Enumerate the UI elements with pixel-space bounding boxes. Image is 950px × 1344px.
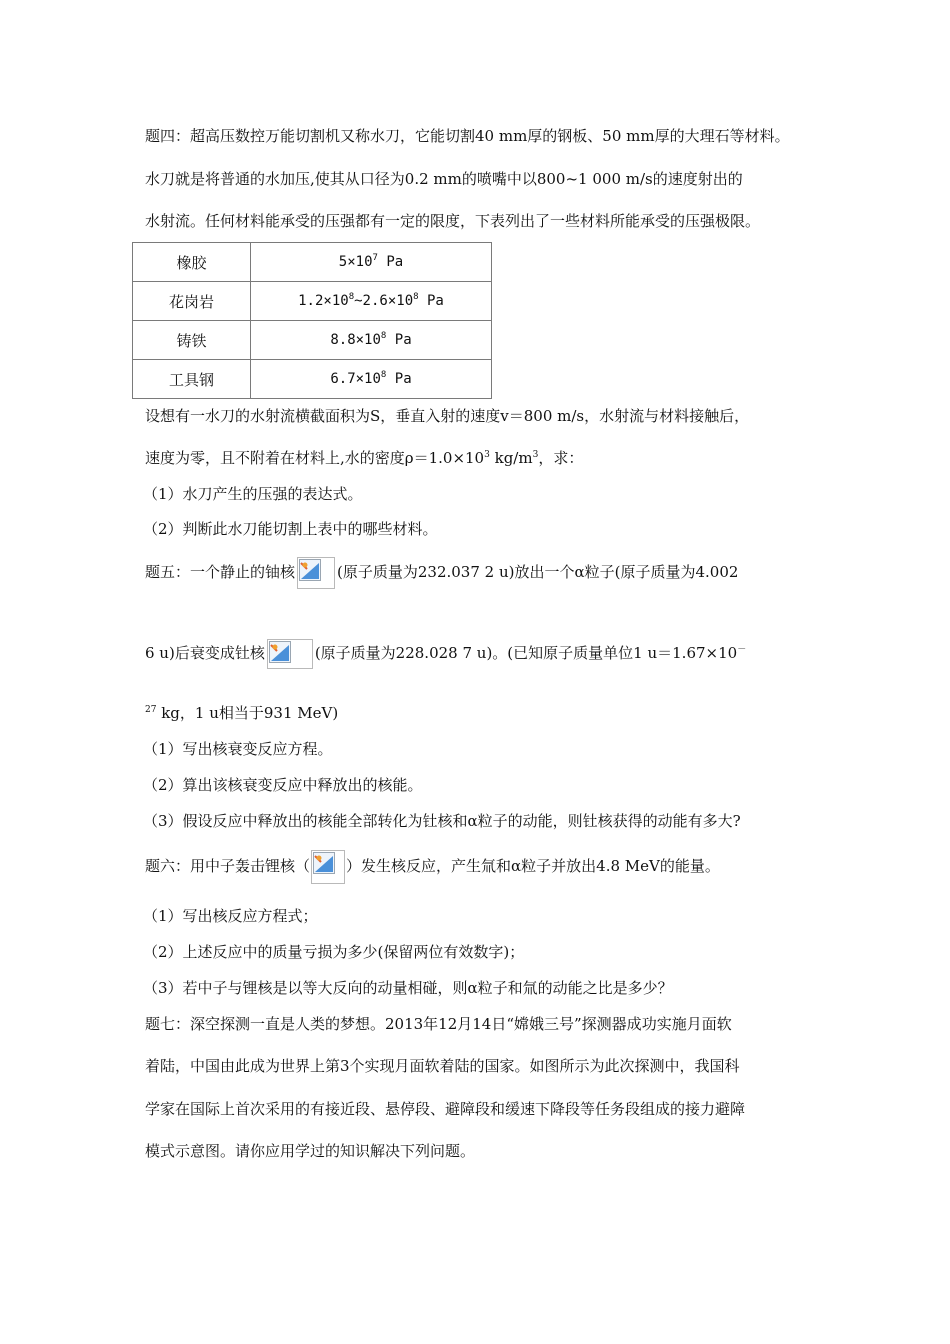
- material-cell: 橡胶: [133, 243, 251, 282]
- thorium-nucleus-image-icon: [267, 639, 313, 669]
- lithium-nucleus-image-icon: [311, 850, 345, 884]
- material-cell: 花岗岩: [133, 282, 251, 321]
- table-row: [133, 243, 492, 282]
- q6-text-line-1: 题六：用中子轰击锂核（ ）发生核反应，产生氚和α粒子并放出4.8 MeV的能量。: [145, 850, 720, 884]
- q6-question-3: （3）若中子与锂核是以等大反向的动量相碰，则α粒子和氚的动能之比是多少？: [143, 979, 673, 997]
- q4-question-2: （2）判断此水刀能切割上表中的哪些材料。: [143, 520, 438, 538]
- q6-question-2: （2）上述反应中的质量亏损为多少(保留两位有效数字)；: [143, 943, 525, 961]
- q4-text-line-5: 速度为零，且不附着在材料上,水的密度$\rho=1.0\times 10^3$ $kg/m^3$，求：: [145, 449, 584, 467]
- uranium-nucleus-image-icon: [297, 557, 335, 589]
- q7-text-line-1: 题七：深空探测一直是人类的梦想。2013年12月14日“嫦娥三号”探测器成功实施月面软: [145, 1015, 732, 1033]
- pressure-limit-table: [132, 242, 492, 399]
- q4-text-line-3: 水射流。任何材料能承受的压强都有一定的限度，下表列出了一些材料所能承受的压强极限。: [145, 212, 761, 230]
- q5-question-3: （3）假设反应中释放出的核能全部转化为钍核和α粒子的动能，则钍核获得的动能有多大?: [143, 812, 741, 830]
- q6-question-1: （1）写出核反应方程式；: [143, 907, 318, 925]
- material-cell: 工具钢: [133, 360, 251, 399]
- q5-text-line-3: $^{27}$ kg，1 u相当于931 MeV): [145, 704, 339, 722]
- table-row: [133, 321, 492, 360]
- pressure-cell: $8.8\times 10^8$ Pa: [251, 321, 492, 360]
- q7-text-line-3: 学家在国际上首次采用的有接近段、悬停段、避障段和缓速下降段等任务段组成的接力避障: [145, 1100, 746, 1118]
- q7-text-line-4: 模式示意图。请你应用学过的知识解决下列问题。: [145, 1142, 476, 1160]
- material-cell: 铸铁: [133, 321, 251, 360]
- q7-text-line-2: 着陆，中国由此成为世界上第3个实现月面软着陆的国家。如图所示为此次探测中，我国科: [145, 1057, 740, 1075]
- q5-question-1: （1）写出核衰变反应方程。: [143, 740, 333, 758]
- q4-text-line-4: 设想有一水刀的水射流横截面积为S，垂直入射的速度v＝800 m/s，水射流与材料接触后，: [145, 407, 750, 425]
- q4-question-1: （1）水刀产生的压强的表达式。: [143, 485, 363, 503]
- pressure-cell: $1.2\times 10^8\sim 2.6\times 10^8$ Pa: [251, 282, 492, 321]
- pressure-cell: $5\times 10^7$ Pa: [251, 243, 492, 282]
- q4-text-line-2: 水刀就是将普通的水加压,使其从口径为0.2 mm的喷嘴中以800~1 000 m/s的速度射出的: [145, 170, 743, 188]
- q5-question-2: （2）算出该核衰变反应中释放出的核能。: [143, 776, 423, 794]
- q4-text-line-1: 题四：超高压数控万能切割机又称水刀，它能切割40 mm厚的钢板、50 mm厚的大理石等材料。: [145, 127, 790, 145]
- pressure-cell: $6.7\times 10^8$ Pa: [251, 360, 492, 399]
- q5-text-line-2: 6 u)后衰变成钍核 (原子质量为228.028 7 u)。(已知原子质量单位1 u＝1.67×10－: [145, 639, 746, 669]
- table-row: [133, 282, 492, 321]
- q5-text-line-1: 题五：一个静止的铀核 (原子质量为232.037 2 u)放出一个α粒子(原子质量为4.002: [145, 557, 738, 589]
- table-row: [133, 360, 492, 399]
